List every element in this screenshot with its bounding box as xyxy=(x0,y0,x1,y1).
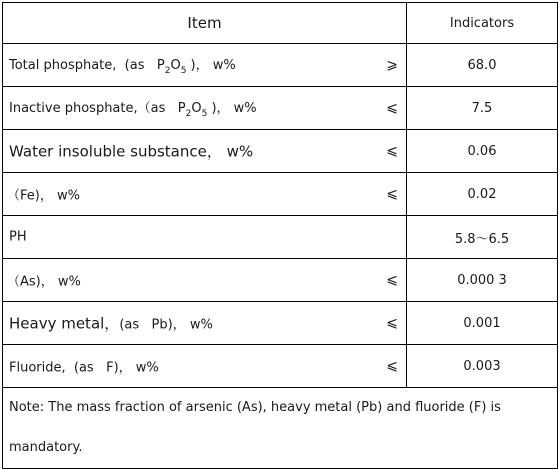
item-label: Inactive phosphate,（as $P_2O_5$ )， w% xyxy=(9,101,257,119)
specification-table xyxy=(2,2,558,469)
item-label: Heavy metal，(as Pb)， w% xyxy=(9,314,213,333)
table-row-fluoride xyxy=(3,345,558,388)
comparison-symbol: ⩽ xyxy=(386,315,398,331)
indicator-value: 0.000 3 xyxy=(407,259,558,302)
comparison-symbol: ⩽ xyxy=(386,358,398,374)
item-label: Fluoride, (as F)， w% xyxy=(9,360,159,376)
indicators-header: Indicators xyxy=(407,3,558,44)
indicator-value: 5.8～6.5 xyxy=(407,216,558,259)
comparison-symbol: ⩽ xyxy=(386,100,398,116)
indicator-value: 0.06 xyxy=(407,130,558,173)
indicator-value: 0.001 xyxy=(407,302,558,345)
comparison-symbol: ⩽ xyxy=(386,186,398,202)
note-row xyxy=(3,388,558,469)
table-row-water-insoluble xyxy=(3,130,558,173)
item-label: Water insoluble substance， w% xyxy=(9,142,254,161)
table-row-iron xyxy=(3,173,558,216)
item-label: Total phosphate, (as $P_2O_5$ )， w% xyxy=(9,58,236,76)
table-row-arsenic xyxy=(3,259,558,302)
table-row-heavy-metal xyxy=(3,302,558,345)
table-note: Note: The mass fraction of arsenic (As), heavy metal (Pb) and fluoride (F) is mandatory. xyxy=(3,388,558,469)
header-row xyxy=(3,3,558,44)
item-label: PH xyxy=(9,229,27,245)
comparison-symbol: ⩾ xyxy=(386,57,398,73)
table-row-ph xyxy=(3,216,558,259)
indicator-value: 0.003 xyxy=(407,345,558,388)
comparison-symbol: ⩽ xyxy=(386,143,398,159)
item-label: （As)， w% xyxy=(7,274,81,290)
item-label: （Fe)， w% xyxy=(7,188,80,204)
indicator-value: 7.5 xyxy=(407,87,558,130)
table-row-inactive-phosphate xyxy=(3,87,558,130)
indicator-value: 0.02 xyxy=(407,173,558,216)
table-row-total-phosphate xyxy=(3,44,558,87)
item-header: Item xyxy=(3,3,407,44)
indicator-value: 68.0 xyxy=(407,44,558,87)
comparison-symbol: ⩽ xyxy=(386,272,398,288)
